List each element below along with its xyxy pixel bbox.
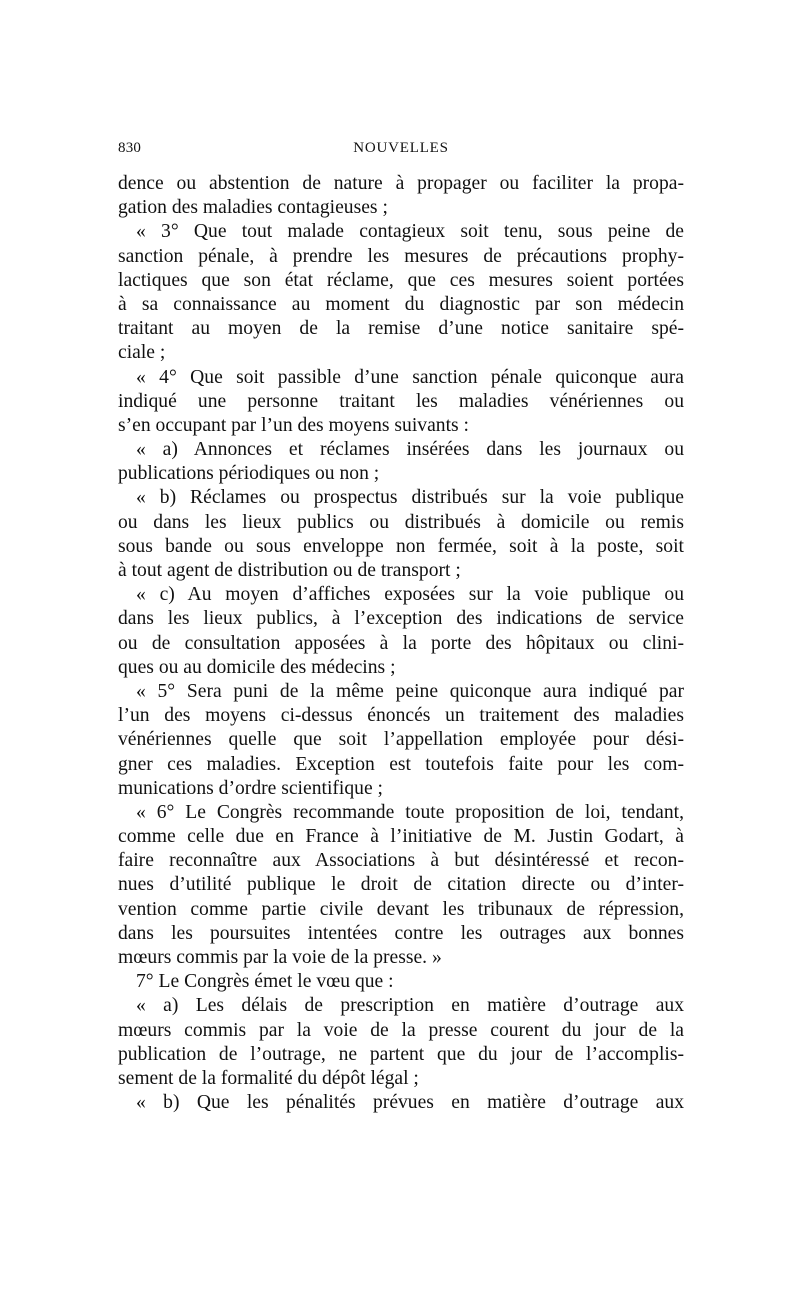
- text-line: munications d’ordre scientifique ;: [118, 777, 383, 799]
- text-line: « 3° Que tout malade contagieux soit tenu, sous peine de: [136, 221, 684, 243]
- text-line: sement de la formalité du dépôt légal ;: [118, 1067, 419, 1089]
- text-line: dans les lieux publics, à l’exception des indications de service: [118, 608, 684, 630]
- text-line: publication de l’outrage, ne partent que du jour de l’accomplis-: [118, 1043, 684, 1065]
- text-line: gation des maladies contagieuses ;: [118, 197, 388, 219]
- text-line: publications périodiques ou non ;: [118, 463, 380, 485]
- text-line: gner ces maladies. Exception est toutefois faite pour les com-: [118, 753, 684, 775]
- text-line: vénériennes quelle que soit l’appellation employée pour dési-: [118, 729, 684, 751]
- text-line: traitant au moyen de la remise d’une notice sanitaire spé-: [118, 318, 684, 340]
- page-number: 830: [118, 140, 142, 156]
- text-line: mœurs commis par la voie de la presse. »: [118, 947, 442, 968]
- text-line: sanction pénale, à prendre les mesures de précautions prophy-: [118, 245, 684, 267]
- text-line: faire reconnaître aux Associations à but désintéressé et recon-: [118, 850, 684, 872]
- text-line: ou de consultation apposées à la porte des hôpitaux ou clini-: [118, 632, 684, 654]
- text-line: indiqué une personne traitant les maladies vénériennes ou: [118, 390, 684, 412]
- text-line: nues d’utilité publique le droit de citation directe ou d’inter-: [118, 874, 684, 896]
- text-line: « a) Annonces et réclames insérées dans les journaux ou: [136, 439, 684, 461]
- text-line: mœurs commis par la voie de la presse courent du jour de la: [118, 1019, 684, 1041]
- text-line: à sa connaissance au moment du diagnostic par son médecin: [118, 293, 684, 315]
- text-line: « 5° Sera puni de la même peine quiconque aura indiqué par: [136, 680, 684, 702]
- text-line: ou dans les lieux publics ou distribués à domicile ou remis: [118, 511, 684, 533]
- text-line: ciale ;: [118, 342, 166, 364]
- text-line: « c) Au moyen d’affiches exposées sur la voie publique ou: [136, 584, 684, 606]
- text-line: ques ou au domicile des médecins ;: [118, 656, 396, 678]
- page-header: [118, 140, 684, 166]
- text-line: 7° Le Congrès émet le vœu que :: [136, 971, 394, 993]
- text-line: l’un des moyens ci-dessus énoncés un traitement des maladies: [118, 705, 684, 727]
- text-line: s’en occupant par l’un des moyens suivants :: [118, 414, 469, 436]
- text-line: lactiques que son état réclame, que ces mesures soient portées: [118, 269, 684, 291]
- text-line: dans les poursuites intentées contre les outrages aux bonnes: [118, 922, 684, 944]
- text-line: vention comme partie civile devant les tribunaux de répression,: [118, 898, 684, 920]
- body-text: [118, 172, 684, 1115]
- text-line: « 6° Le Congrès recommande toute proposition de loi, tendant,: [136, 801, 684, 823]
- text-line: sous bande ou sous enveloppe non fermée, soit à la poste, soit: [118, 535, 684, 557]
- running-title: NOUVELLES: [353, 140, 449, 156]
- text-line: « b) Réclames ou prospectus distribués sur la voie publique: [136, 487, 684, 509]
- text-line: comme celle due en France à l’initiative de M. Justin Godart, à: [118, 826, 684, 848]
- text-line: « 4° Que soit passible d’une sanction pénale quiconque aura: [136, 366, 684, 388]
- text-line: « b) Que les pénalités prévues en matière d’outrage aux: [136, 1092, 684, 1114]
- text-line: à tout agent de distribution ou de transport ;: [118, 560, 461, 581]
- text-line: « a) Les délais de prescription en matière d’outrage aux: [136, 995, 684, 1017]
- text-line: dence ou abstention de nature à propager ou faciliter la propa-: [118, 173, 684, 194]
